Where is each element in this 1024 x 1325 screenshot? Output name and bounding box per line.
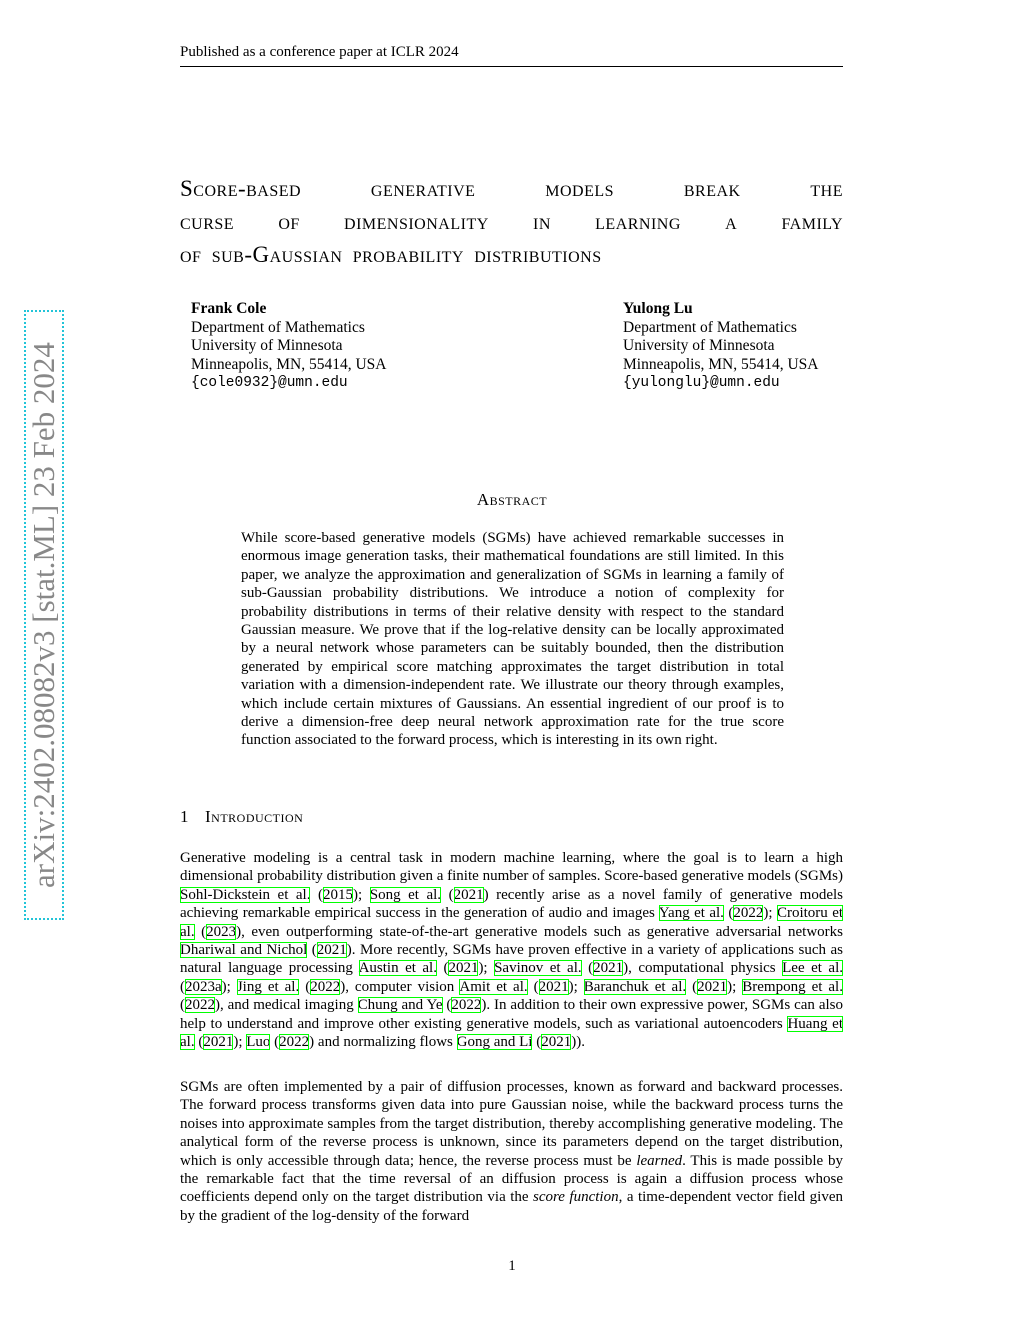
citation-link[interactable]: Sohl-Dickstein et al. [180,886,311,903]
citation-link[interactable]: Savinov et al. [494,960,582,977]
author-email[interactable]: {yulonglu}@umn.edu [623,375,780,391]
citation-link[interactable]: Yang et al. [658,905,724,922]
author-name: Yulong Lu [623,300,693,317]
citation-year-link[interactable]: 2022 [185,997,215,1014]
citation-year-link[interactable]: 2015 [323,886,354,903]
title-line-1: Score-based generative models break the [180,176,843,201]
citation-year-link[interactable]: 2022 [733,905,764,922]
citation-link[interactable]: Huang et al. [180,1015,843,1051]
section-title: Introduction [205,807,304,826]
author-address: Minneapolis, MN, 55414, USA [623,355,819,373]
author-2 [623,300,818,393]
citation-link[interactable]: Song et al. [369,886,442,903]
author-univ: University of Minnesota [191,337,343,354]
arxiv-stamp[interactable] [24,310,66,922]
abstract-heading: Abstract [476,490,548,509]
author-address: Minneapolis, MN, 55414, USA [191,355,387,373]
author-univ: University of Minnesota [623,337,775,354]
citation-year-link[interactable]: 2023 [206,923,237,940]
citation-year-link[interactable]: 2021 [541,1034,572,1051]
citation-link[interactable]: Gong and Li [456,1034,533,1051]
intro-paragraph-2: SGMs are often implemented by a pair of diffusion processes, known as forward and backward processes. The forward process transforms given data into pure Gaussian noise, while the backward process turns the noises into approximate samples from the target distribution, thereby accomplishing generative modeling. The analytical form of the reverse process is unknown, since its parameters depend on the target distribution, which is only accessible through data; hence, the reverse process must be learned. This is made possible by the remarkable fact that the time reversal of an diffusion process is again a diffusion process whose coefficients depend only on the target distribution via the score function, a time-dependent vector field given by the gradient of the log-density of the forward [180,1079,843,1224]
author-email[interactable]: {cole0932}@umn.edu [191,375,348,391]
section-heading [180,807,303,827]
citation-year-link[interactable]: 2021 [538,978,569,995]
citation-link[interactable]: Austin et al. [358,960,437,977]
citation-year-link[interactable]: 2021 [697,978,728,995]
author-name: Frank Cole [191,300,267,317]
section-number: 1 [180,807,189,826]
citation-link[interactable]: Croitoru et al. [180,905,844,940]
author-1 [191,300,386,393]
citation-link[interactable]: Amit et al. [459,978,528,995]
citation-year-link[interactable]: 2023a [185,978,222,995]
citation-link[interactable]: Lee et al. [782,960,843,977]
citation-year-link[interactable]: 2021 [203,1034,234,1051]
author-dept: Department of Mathematics [191,318,365,336]
citation-link[interactable]: Chung and Ye [357,997,443,1014]
citation-link[interactable]: Baranchuk et al. [583,978,687,995]
citation-link[interactable]: Jing et al. [236,978,300,995]
citation-year-link[interactable]: 2021 [316,942,347,959]
author-dept: Department of Mathematics [623,318,797,336]
page-number: 1 [508,1258,516,1274]
running-header: Published as a conference paper at ICLR 2024 [180,44,843,67]
citation-year-link[interactable]: 2022 [451,997,482,1014]
title-line-2: curse of dimensionality in learning a family [180,209,843,234]
citation-link[interactable]: Dhariwal and Nichol [180,942,308,959]
citation-year-link[interactable]: 2021 [453,886,484,903]
title-line-3: of sub-Gaussian probability distributions [180,242,602,267]
paper-title [180,172,843,271]
citation-year-link[interactable]: 2022 [310,978,341,995]
arxiv-stamp-text: arXiv:2402.08082v3 [stat.ML] 23 Feb 2024 [26,342,61,888]
citation-link[interactable]: Luo [246,1034,271,1051]
abstract-body: While score-based generative models (SGMs) have achieved remarkable successes in enormous image generation tasks, their mathematical foundations are still limited. In this paper, we analyze the approximation and generalization of SGMs in learning a family of sub-Gaussian probability distributions. We introduce a notion of complexity for probability distributions in terms of their relative density with respect to the standard Gaussian measure. We prove that if the log-relative density can be locally approximated by a neural network whose parameters can be suitably bounded, then the distribution generated by empirical score matching approximates the target distribution in total variation with a dimension-independent rate. We illustrate our theory through examples, which include certain mixtures of Gaussians. An essential ingredient of our proof is to derive a dimension-free deep neural network approximation rate for the true score function associated to the forward process, which is interesting in its own right. [241,530,784,749]
citation-year-link[interactable]: 2022 [279,1034,310,1051]
citation-year-link[interactable]: 2021 [593,960,624,977]
citation-year-link[interactable]: 2021 [448,960,479,977]
citation-link[interactable]: Brempong et al. [742,978,843,995]
intro-paragraph-1: Generative modeling is a central task in modern machine learning, where the goal is to learn a high dimensional probability distribution given a finite number of samples. Score-based generative models (SGMs) Sohl-Dickstein et al. (2015); Song et al. (2021) recently arise as a novel family of generative models achieving remarkable empirical success in the generation of audio and images Yang et al. (2022); Croitoru et al. (2023), even outperforming state-of-the-art generative models such as generative adversarial networks Dhariwal and Nichol (2021). More recently, SGMs have proven effective in a variety of applications such as natural language processing Austin et al. (2021); Savinov et al. (2021), computational physics Lee et al. (2023a); Jing et al. (2022), computer vision Amit et al. (2021); Baranchuk et al. (2021); Brempong et al. (2022), and medical imaging Chung and Ye (2022). In addition to their own expressive power, SGMs can also help to understand and improve other existing generative models, such as variational autoencoders Huang et al. (2021); Luo (2022) and normalizing flows Gong and Li (2021)). [180,850,844,1051]
